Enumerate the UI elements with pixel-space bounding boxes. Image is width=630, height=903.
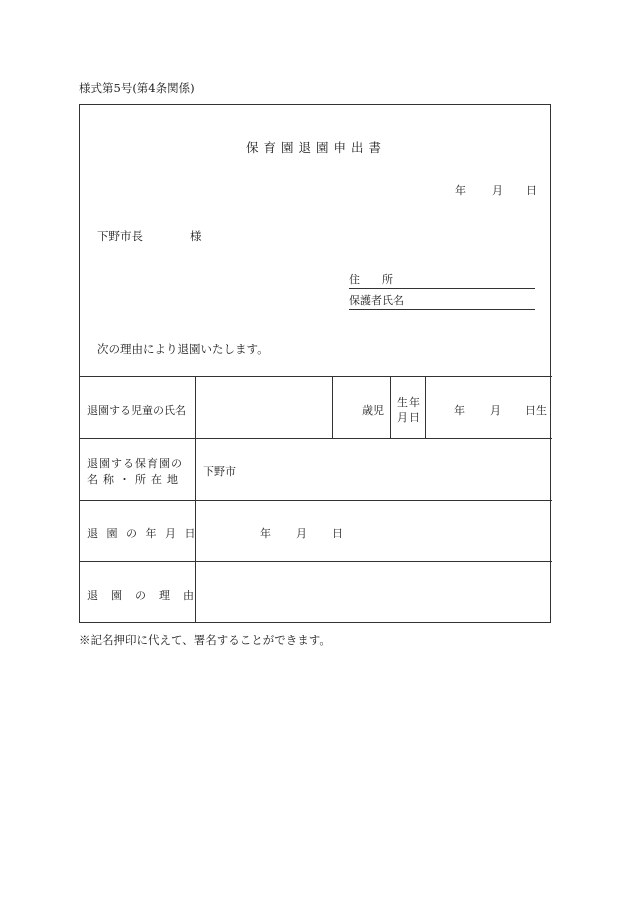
form-number: 様式第5号(第4条関係) — [79, 81, 195, 95]
label-column-divider — [195, 376, 196, 622]
addressee-honorific: 様 — [190, 229, 202, 243]
age-suffix-label: 歳児 — [362, 404, 384, 417]
withdrawal-form — [79, 104, 551, 623]
withdrawal-date-label: 退園の年月日 — [87, 527, 204, 540]
birth-month-label: 月 — [490, 404, 501, 417]
table-top-rule — [80, 376, 552, 377]
birth-label-divider — [425, 376, 426, 438]
facility-value[interactable]: 下野市 — [203, 465, 236, 478]
birth-year-label: 年 — [454, 404, 465, 417]
guardian-name-label: 保護者氏名 — [349, 294, 404, 307]
guardian-name-field[interactable] — [349, 292, 535, 310]
row-divider — [80, 500, 552, 501]
month-label: 月 — [492, 184, 503, 197]
reason-input[interactable] — [204, 569, 544, 615]
facility-label-line1: 退園する保育園の — [87, 457, 183, 470]
child-name-label: 退園する児童の氏名 — [87, 404, 186, 417]
withdrawal-month-label: 月 — [296, 527, 307, 540]
addressee: 下野市長 — [97, 229, 143, 243]
address-field[interactable] — [349, 271, 535, 289]
child-name-input[interactable] — [204, 386, 328, 430]
form-title: 保育園退園申出書 — [245, 140, 386, 155]
year-label: 年 — [455, 184, 466, 197]
statement: 次の理由により退園いたします。 — [97, 342, 269, 356]
birth-label-line2: 月日 — [397, 411, 421, 424]
row-divider — [80, 438, 552, 439]
birth-day-label: 日生 — [525, 404, 547, 417]
address-label: 住 所 — [349, 273, 393, 286]
withdrawal-day-label: 日 — [332, 527, 343, 540]
withdrawal-year-label: 年 — [260, 527, 271, 540]
row-divider — [80, 561, 552, 562]
birth-label-line1: 生年 — [397, 396, 421, 409]
age-birth-divider — [390, 376, 391, 438]
name-age-divider — [332, 376, 333, 438]
signature-note: ※記名押印に代えて、署名することができます。 — [79, 633, 331, 647]
day-label: 日 — [526, 184, 537, 197]
facility-label-line2: 名称・所在地 — [87, 473, 183, 486]
reason-label: 退園の理由 — [87, 589, 207, 602]
